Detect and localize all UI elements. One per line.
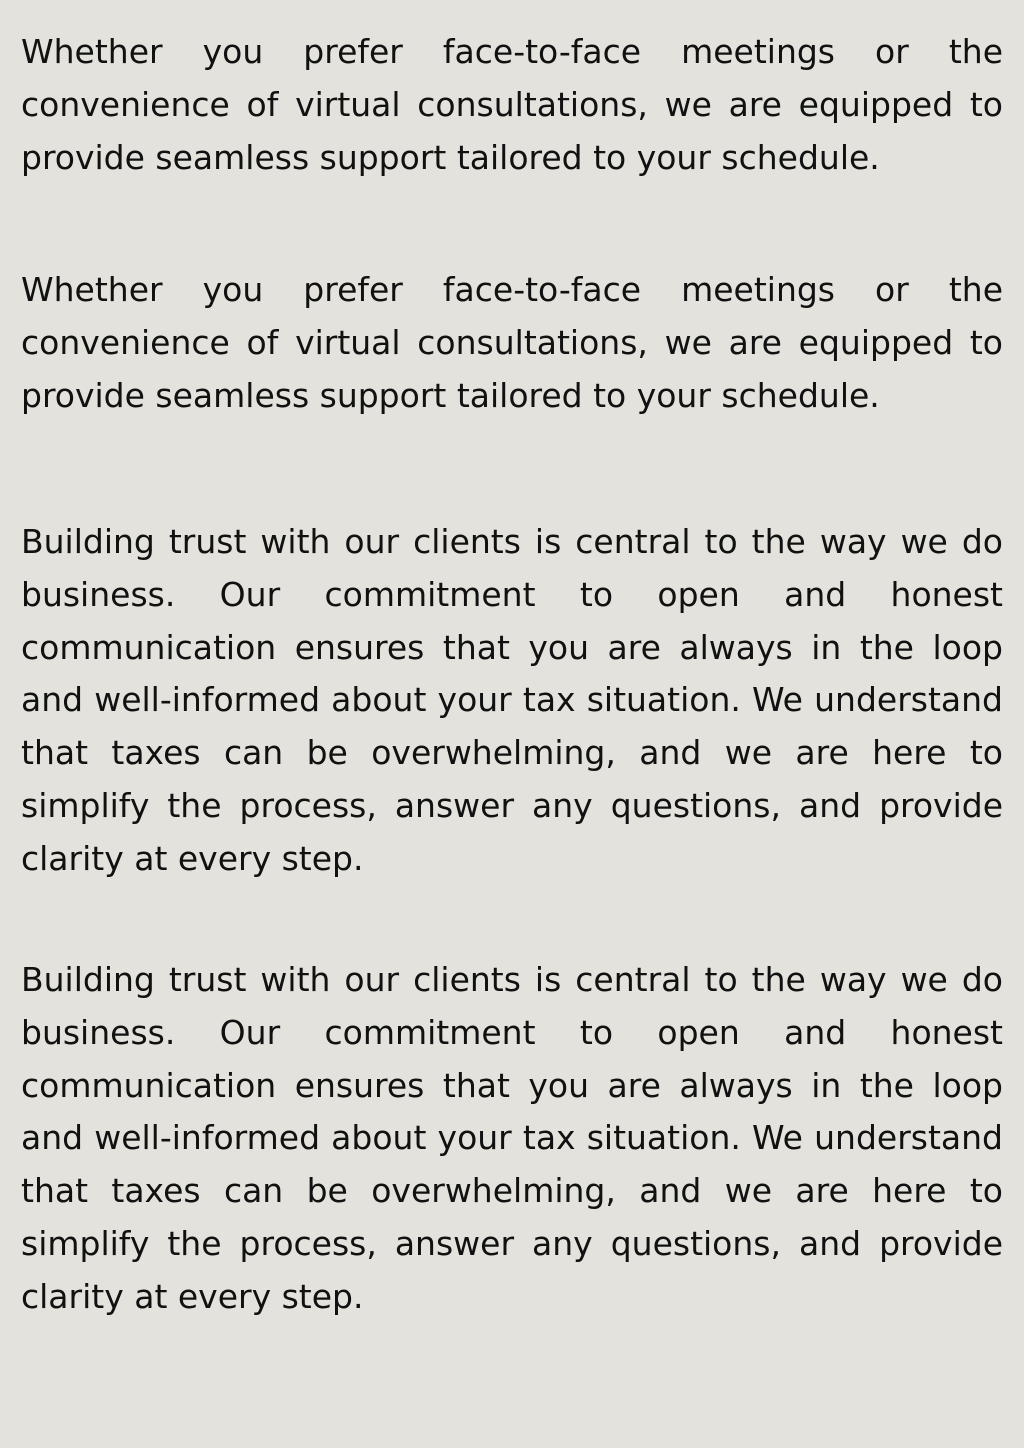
paragraph-client-trust-repeat: Building trust with our clients is central to the way we do business. Our commitment to open and honest communication ensures that you are always in the loop and well-informed about your tax situation. We understand that taxes can be overwhelming, and we are here to simplify the process, answer any questions, and provide clarity at every step. xyxy=(21,960,1003,1316)
document-page xyxy=(21,0,1003,1448)
paragraph-consultation-options: Whether you prefer face-to-face meetings or the convenience of virtual consultations, we are equipped to provide seamless support tailored to your schedule. xyxy=(21,32,1003,177)
paragraph-client-trust: Building trust with our clients is central to the way we do business. Our commitment to open and honest communication ensures that you are always in the loop and well-informed about your tax situation. We understand that taxes can be overwhelming, and we are here to simplify the process, answer any questions, and provide clarity at every step. xyxy=(21,522,1003,878)
paragraph-consultation-options-repeat: Whether you prefer face-to-face meetings or the convenience of virtual consultations, we are equipped to provide seamless support tailored to your schedule. xyxy=(21,270,1003,415)
